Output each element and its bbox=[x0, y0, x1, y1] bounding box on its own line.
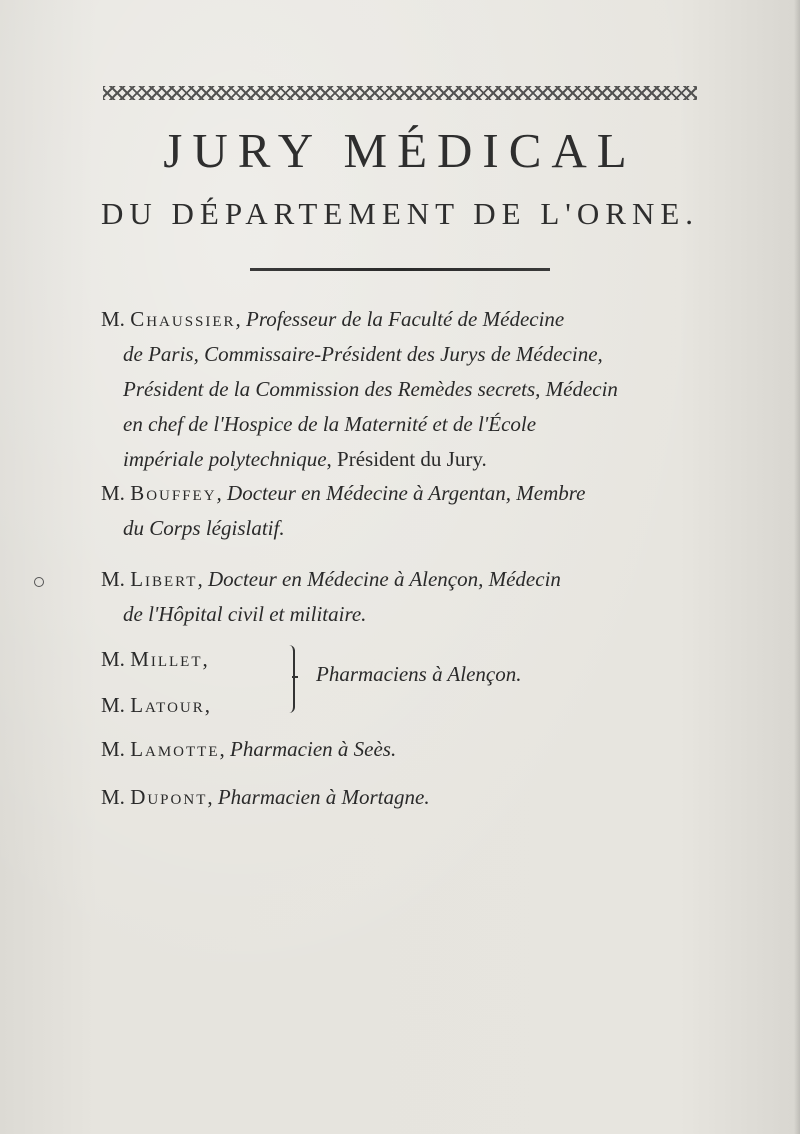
entry-prefix: M. bbox=[101, 693, 125, 717]
entry-name: Millet bbox=[130, 647, 203, 671]
entry-name: Latour bbox=[130, 693, 205, 717]
divider-rule bbox=[250, 268, 550, 271]
entry-text-line: en chef de l'Hospice de la Maternité et de l'École bbox=[123, 412, 537, 436]
entry-suffix: , bbox=[204, 693, 210, 717]
entry-name: Bouffey bbox=[130, 481, 217, 505]
entry-lamotte bbox=[101, 732, 396, 767]
grouping-brace-tip bbox=[292, 676, 298, 678]
entry-prefix: M. bbox=[101, 481, 125, 505]
entry-prefix: M. bbox=[101, 307, 125, 331]
margin-circle-mark bbox=[34, 577, 44, 587]
entry-text-line: impériale polytechnique bbox=[123, 447, 327, 471]
entry-libert bbox=[101, 562, 561, 632]
page-subtitle: DU DÉPARTEMENT DE L'ORNE. bbox=[100, 196, 700, 231]
entry-prefix: M. bbox=[101, 785, 125, 809]
entry-suffix: , bbox=[219, 737, 231, 761]
entry-role: Pharmacien à Mortagne. bbox=[217, 785, 430, 809]
entry-name: Lamotte bbox=[130, 737, 220, 761]
entry-text-line: de Paris, Commissaire-Président des Jurys de Médecine, bbox=[123, 342, 603, 366]
entry-role: Pharmacien à Seès. bbox=[230, 737, 397, 761]
entry-suffix: , bbox=[202, 647, 208, 671]
entry-text-line: , Professeur de la Faculté de Médecine bbox=[235, 307, 565, 331]
entry-name: Dupont bbox=[130, 785, 208, 809]
page-title: JURY MÉDICAL bbox=[163, 123, 637, 178]
entry-text-line: , Docteur en Médecine à Alençon, Médecin bbox=[197, 567, 561, 591]
entry-millet bbox=[101, 642, 208, 677]
entry-prefix: M. bbox=[101, 567, 125, 591]
entry-prefix: M. bbox=[101, 647, 125, 671]
entry-text-line: , Président du Jury. bbox=[326, 447, 487, 471]
entry-text-line: de l'Hôpital civil et militaire. bbox=[123, 602, 367, 626]
entry-prefix: M. bbox=[101, 737, 125, 761]
entry-text-line: du Corps législatif. bbox=[123, 516, 285, 540]
entry-suffix: , bbox=[207, 785, 218, 809]
entry-text-line: , Docteur en Médecine à Argentan, Membre bbox=[216, 481, 586, 505]
entry-name: Libert bbox=[130, 567, 198, 591]
entry-text-line: Président de la Commission des Remèdes secrets, Médecin bbox=[123, 377, 618, 401]
decorative-ornament-band bbox=[103, 86, 697, 100]
entry-dupont bbox=[101, 780, 430, 815]
entry-name: Chaussier bbox=[130, 307, 236, 331]
group-role-label: Pharmaciens à Alençon. bbox=[316, 662, 522, 686]
entry-bouffey bbox=[101, 476, 585, 546]
grouping-brace bbox=[279, 645, 295, 713]
entry-latour bbox=[101, 688, 210, 723]
entry-chaussier bbox=[101, 302, 618, 477]
